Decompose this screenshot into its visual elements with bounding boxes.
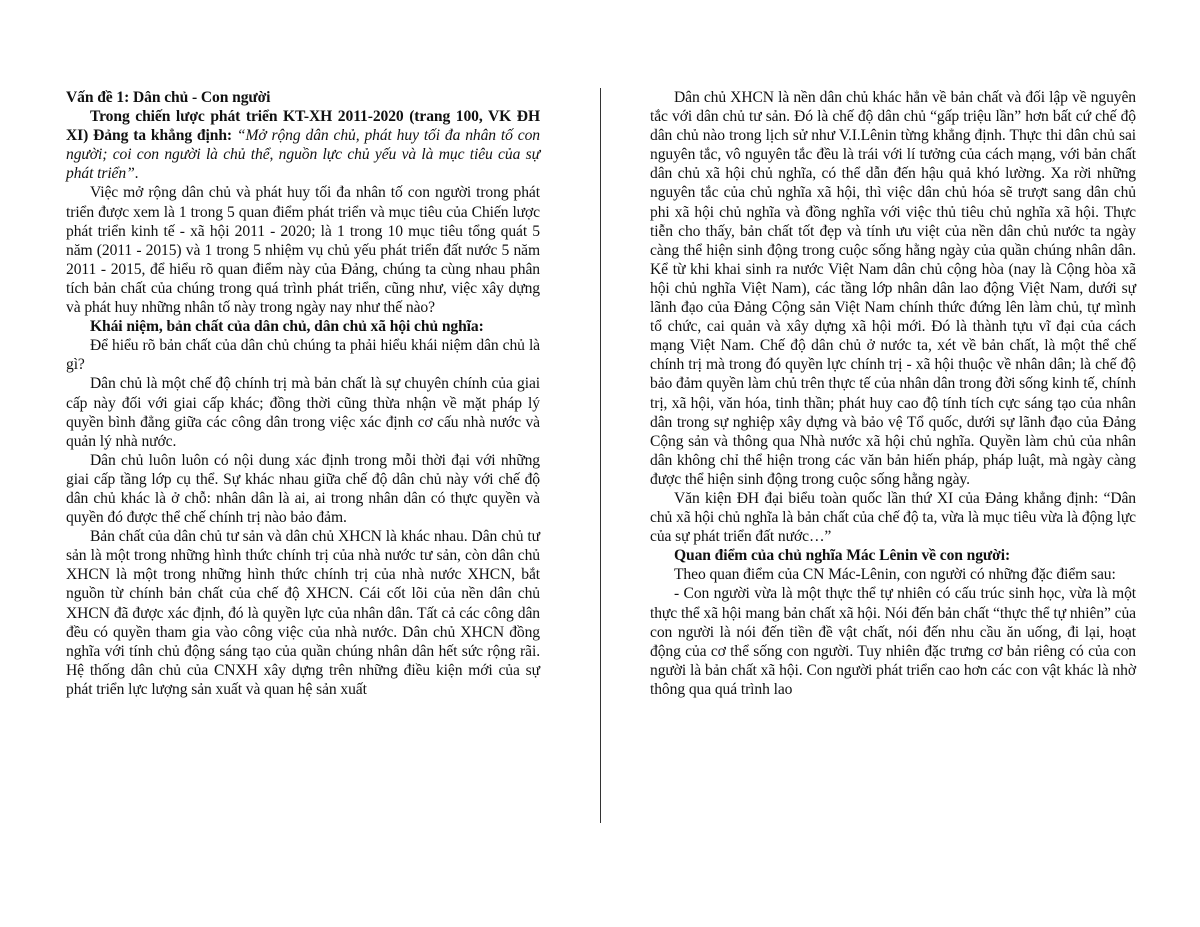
paragraph: Dân chủ XHCN là nền dân chủ khác hẳn về bản chất và đối lập về nguyên tắc với dân chủ tư sản. Đó là chế độ dân chủ “gấp triệu lần” hơn bất cứ chế độ dân chủ nào trong lịch sử như V.I.Lênin từng khẳng định. Thực thi dân chủ sai nguyên tắc, vô nguyên tắc đều là trái với lí tưởng của cách mạng, với bản chất dân chủ xã hội chủ nghĩa, có thể dẫn đến hậu quả khó lường. Xa rời những nguyên tắc của chủ nghĩa xã hội, thì việc dân chủ hóa sẽ trượt sang dân chủ phi xã hội chủ nghĩa và đồng nghĩa với việc thủ tiêu chủ nghĩa xã hội. Thực tiễn cho thấy, bản chất tốt đẹp và tính ưu việt của nền dân chủ nước ta ngày càng thể hiện sinh động trong cuộc sống hằng ngày của quần chúng nhân dân. Kể từ khi khai sinh ra nước Việt Nam dân chủ cộng hòa (nay là Cộng hòa xã hội chủ nghĩa Việt Nam), các tầng lớp nhân dân lao động Việt Nam, dưới sự lãnh đạo của Đảng Cộng sản Việt Nam chính thức đứng lên làm chủ, tự mình tổ chức, cai quản và xây dựng xã hội mới. Đó là thành tựu vĩ đại của cách mạng Việt Nam. Chế độ dân chủ ở nước ta, xét về bản chất, là một thể chế chính trị mà trong đó quyền lực chính trị - xã hội thuộc về nhân dân; là chế độ bảo đảm quyền làm chủ trên thực tế của nhân dân trong đời sống kinh tế, chính trị, xã hội, văn hóa, tinh thần; phát huy cao độ tính tích cực sáng tạo của nhân dân trong sự nghiệp xây dựng và bảo vệ Tổ quốc, dưới sự lãnh đạo của Đảng Cộng sản và thông qua Nhà nước xã hội chủ nghĩa. Quyền làm chủ của nhân dân không chỉ thể hiện trong các văn bản hiến pháp, pháp luật, mà ngày càng được thể hiện sinh động trong cuộc sống hằng ngày. xyxy=(650,89,1136,488)
paragraph: Bản chất của dân chủ tư sản và dân chủ XHCN là khác nhau. Dân chủ tư sản là một trong những hình thức chính trị của nhà nước tư sản, còn dân chủ XHCN là một trong những hình thức chính trị của nhà nước XHCN, bắt nguồn từ chính bản chất của chế độ XHCN. Cái cốt lõi của nền dân chủ XHCN đã được xác định, đó là quyền lực của nhân dân. Tất cả các công dân đều có quyền tham gia vào công việc của nhà nước. Dân chủ XHCN đồng nghĩa với tính chủ động sáng tạo của quần chúng nhân dân hết sức rộng rãi. Hệ thống dân chủ của CNXH xây dựng trên những điều kiện mới của sự phát triển lực lượng sản xuất và quan hệ sản xuất xyxy=(66,528,540,698)
paragraph: - Con người vừa là một thực thể tự nhiên có cấu trúc sinh học, vừa là một thực thể xã hội mang bản chất xã hội. Nói đến bản chất “thực thể tự nhiên” của con người là nói đến tiền đề vật chất, nói đến nhu cầu ăn uống, đi lại, hoạt động của cơ thể sống con người. Tuy nhiên đặc trưng cơ bản riêng có của con người là bản chất xã hội. Con người phát triển cao hơn các con vật khác là nhờ thông qua quá trình lao xyxy=(650,585,1136,698)
paragraph: Việc mở rộng dân chủ và phát huy tối đa nhân tố con người trong phát triển được xem là 1 trong 5 quan điểm phát triển và mục tiêu của Chiến lược phát triển kinh tế - xã hội 2011 - 2020; là 1 trong 10 mục tiêu tổng quát 5 năm (2011 - 2015) và 1 trong 5 nhiệm vụ chủ yếu phát triển đất nước 5 năm 2011 - 2015, để hiểu rõ quan điểm này của Đảng, chúng ta cùng nhau phân tích bản chất của chúng trong quá trình phát triển, cũng như, việc xây dựng và phát huy những nhân tố này trong ngày nay như thế nào? xyxy=(66,184,540,317)
subheading: Khái niệm, bản chất của dân chủ, dân chủ xã hội chủ nghĩa: xyxy=(90,318,484,336)
intro-quote: “Mở rộng dân chủ, phát huy tối đa nhân tố con người; coi con người là chủ thể, nguồn lực chủ yếu và là mục tiêu của sự phát triển” xyxy=(66,127,540,183)
column-divider xyxy=(600,88,601,823)
subheading: Quan điểm của chủ nghĩa Mác Lênin về con người: xyxy=(674,547,1011,565)
paragraph: Theo quan điểm của CN Mác-Lênin, con người có những đặc điểm sau: xyxy=(674,566,1116,584)
right-column xyxy=(650,88,1136,699)
paragraph: Dân chủ là một chế độ chính trị mà bản chất là sự chuyên chính của giai cấp này đối với giai cấp khác; đồng thời cũng thừa nhận về mặt pháp lý quyền bình đẳng giữa các công dân trong việc xác định cơ cấu nhà nước và quản lý nhà nước. xyxy=(66,375,540,450)
intro-end: . xyxy=(134,165,139,183)
left-column xyxy=(66,88,540,699)
paragraph: Dân chủ luôn luôn có nội dung xác định trong mỗi thời đại với những giai cấp tầng lớp cụ thể. Sự khác nhau giữa chế độ dân chủ này với chế độ dân chủ khác là ở chỗ: nhân dân là ai, ai trong nhân dân có thực quyền và quyền đó được thể chế chính trị nào bảo đảm. xyxy=(66,451,540,527)
paragraph: Văn kiện ĐH đại biểu toàn quốc lần thứ XI của Đảng khẳng định: “Dân chủ xã hội chủ nghĩa là bản chất của chế độ ta, vừa là mục tiêu vừa là động lực của sự phát triển đất nước…” xyxy=(650,489,1136,546)
section-title: Vấn đề 1: Dân chủ - Con người xyxy=(66,89,271,106)
paragraph: Để hiểu rõ bản chất của dân chủ chúng ta phải hiểu khái niệm dân chủ là gì? xyxy=(66,337,540,374)
intro-paragraph xyxy=(66,107,540,183)
intro-bold: Trong chiến lược phát triển KT-XH 2011-2020 (trang 100, VK ĐH XI) Đảng ta khẳng định: xyxy=(66,108,540,145)
